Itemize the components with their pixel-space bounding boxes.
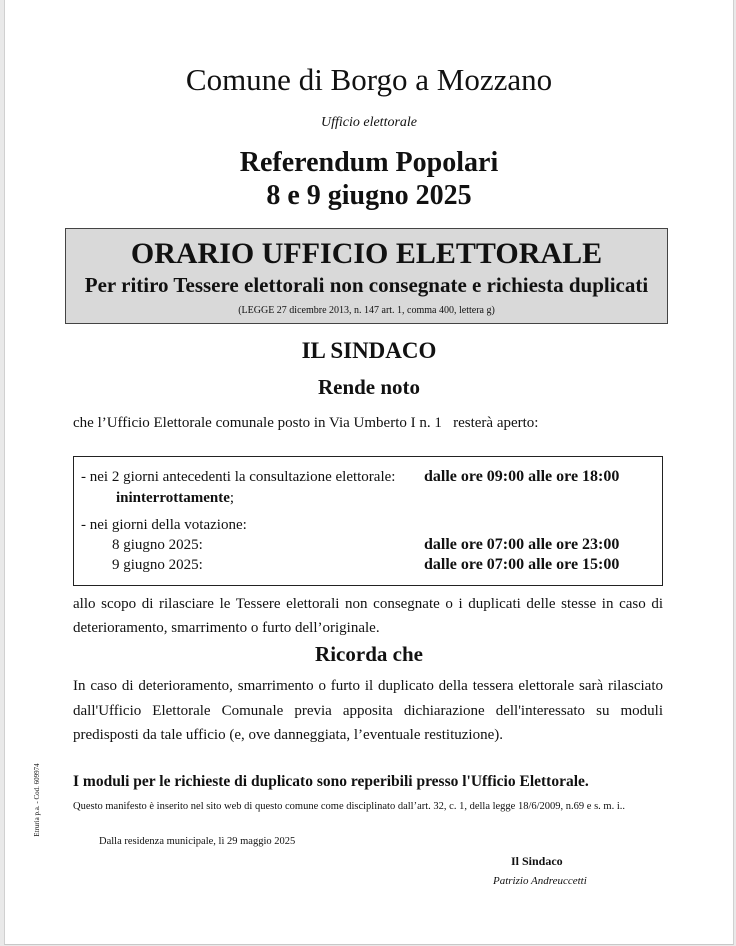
remember-heading: Ricorda che	[315, 642, 423, 666]
continuous-note	[116, 490, 234, 507]
event-title-line1: Referendum Popolari	[239, 147, 499, 178]
hours-banner	[65, 228, 668, 324]
office-subtitle: Ufficio elettorale	[320, 115, 418, 130]
continuous-suffix: ;	[229, 490, 235, 506]
signature-name: Patrizio Andreuccetti	[493, 875, 587, 887]
purpose-paragraph: allo scopo di rilasciare le Tessere elettorali non consegnate o i duplicati delle stesse in caso di deterioramento, smarrimento o furto dell’originale.	[73, 596, 663, 636]
voting-days-label: - nei giorni della votazione:	[81, 517, 247, 533]
day1-hours: dalle ore 07:00 alle ore 23:00	[424, 536, 620, 553]
hours-banner-law: (LEGGE 27 dicembre 2013, n. 147 art. 1, comma 400, lettera g)	[238, 305, 495, 316]
mayor-heading: IL SINDACO	[301, 338, 437, 363]
printer-code: Etruria p.a. - Cod. 609974	[33, 763, 41, 837]
intro-text: che l’Ufficio Elettorale comunale posto in Via Umberto I n. 1 resterà aperto:	[73, 415, 539, 431]
notice-heading: Rende noto	[317, 375, 421, 399]
poster-page	[4, 0, 734, 945]
continuous-word: ininterrottamente	[116, 490, 230, 506]
municipality-title: Comune di Borgo a Mozzano	[185, 62, 553, 97]
schedule-box	[73, 456, 663, 586]
hours-banner-purpose: Per ritiro Tessere elettorali non consegnate e richiesta duplicati	[84, 273, 649, 297]
event-title-line2: 8 e 9 giugno 2025	[266, 180, 472, 211]
day1-label: 8 giugno 2025:	[112, 537, 203, 553]
remember-paragraph: In caso di deterioramento, smarrimento o furto il duplicato della tessera elettorale sarà rilasciato dall'Ufficio Elettorale Comunale previa apposita dichiarazione dell'interessato su moduli predisposti da tale ufficio (e, ove danneggiata, l’eventuale restituzione).	[73, 678, 663, 743]
web-note: Questo manifesto è inserito nel sito web di questo comune come disciplinato dall’art. 32, c. 1, della legge 18/6/2009, n.69 e s. m. i..	[73, 801, 626, 812]
date-line: Dalla residenza municipale, lì 29 maggio 2025	[99, 836, 296, 847]
prior-days-label: - nei 2 giorni antecedenti la consultazione elettorale:	[81, 469, 396, 485]
hours-banner-title: ORARIO UFFICIO ELETTORALE	[130, 237, 603, 270]
event-title	[5, 146, 733, 212]
signature-role: Il Sindaco	[511, 854, 563, 868]
prior-days-hours: dalle ore 09:00 alle ore 18:00	[424, 468, 620, 485]
day2-label: 9 giugno 2025:	[112, 557, 203, 573]
modules-note: I moduli per le richieste di duplicato sono reperibili presso l'Ufficio Elettorale.	[73, 773, 589, 790]
day2-hours: dalle ore 07:00 alle ore 15:00	[424, 556, 620, 573]
